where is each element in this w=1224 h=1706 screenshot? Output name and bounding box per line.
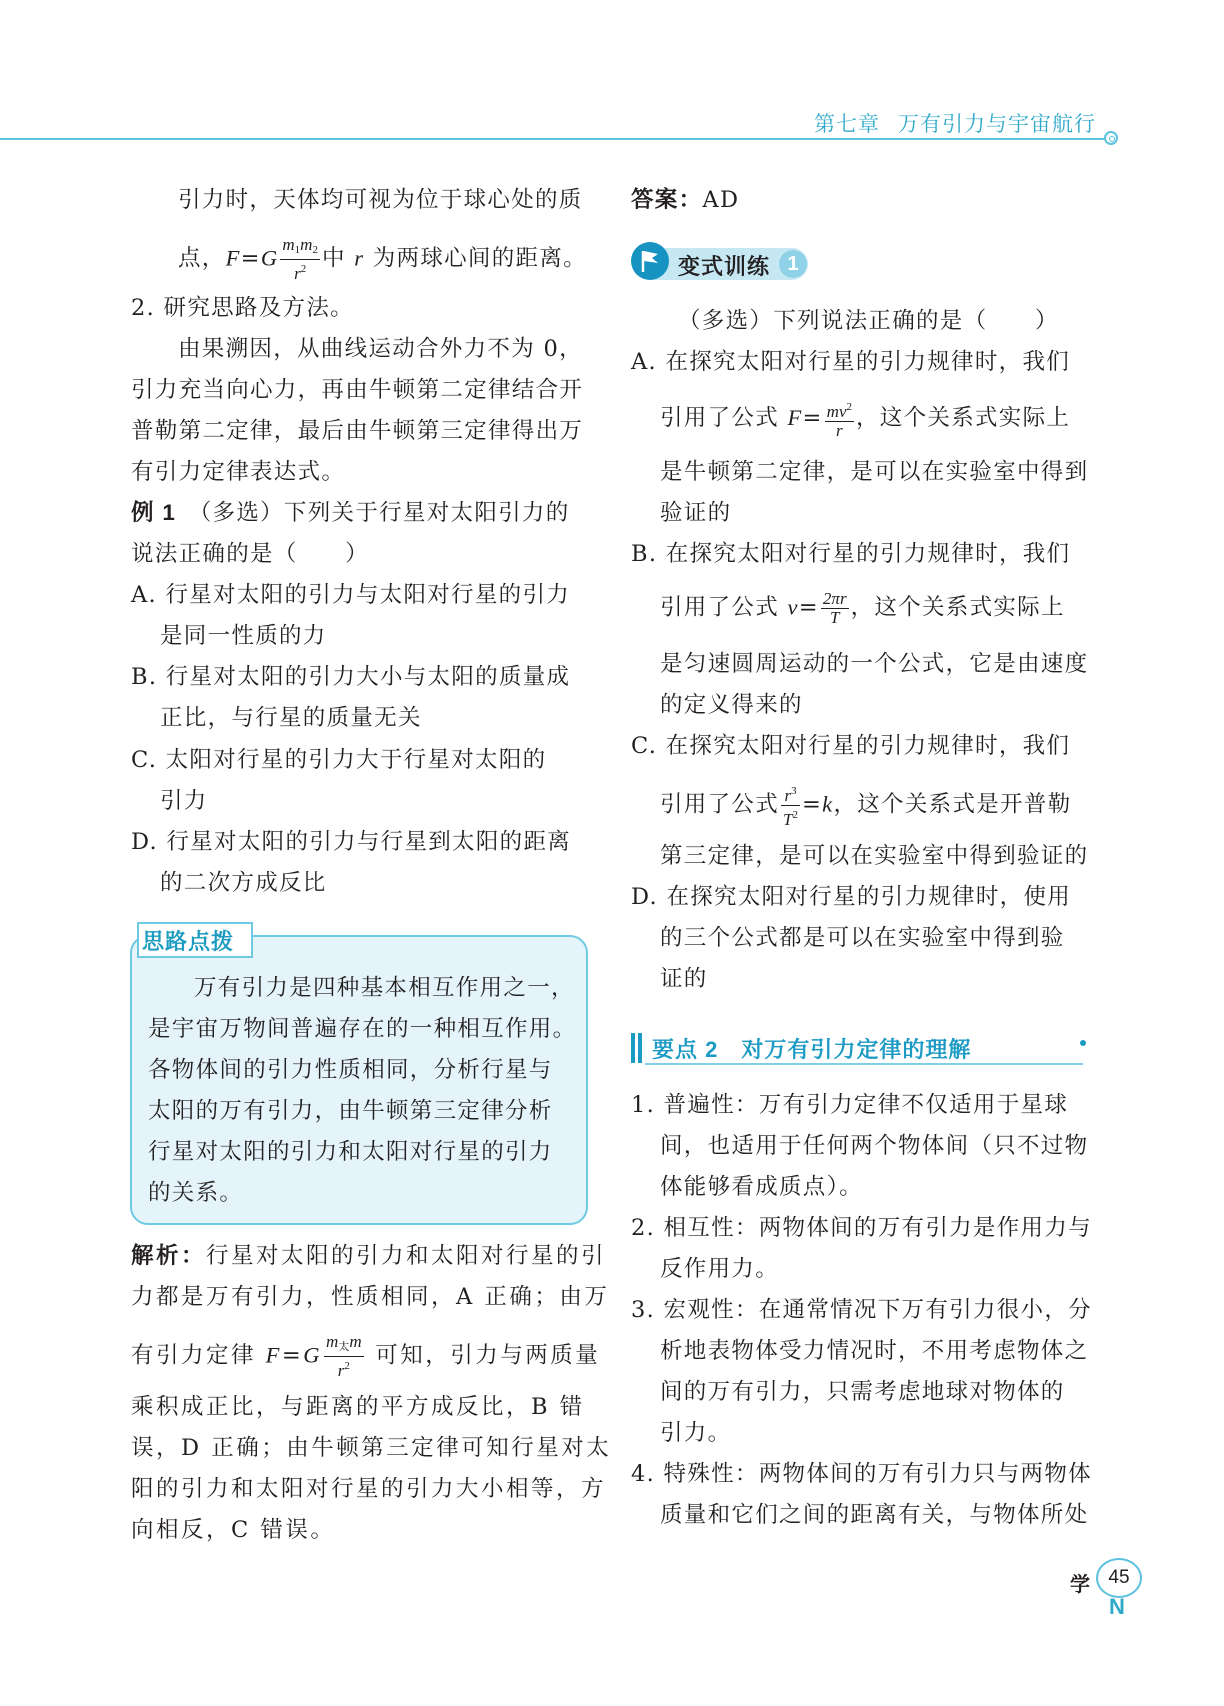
option-b-cont: 的定义得来的 — [660, 692, 803, 718]
point-3-cont: 引力。 — [660, 1420, 732, 1446]
variant-training-label: 变式训练 — [678, 254, 771, 279]
formula-fraction: $\frac{m_1m_2}{r^2}$ — [282, 235, 318, 283]
point-2: 2. 相互性：两物体间的万有引力是作用力与 — [631, 1215, 1092, 1241]
text-line: 说法正确的是（ ） — [131, 541, 370, 567]
footer-xue: 学 — [1070, 1574, 1090, 1596]
text-line: 引力充当向心力，再由牛顿第二定律结合开 — [131, 377, 584, 403]
key-point-underline — [645, 1063, 1083, 1065]
formula-fraction: $\frac{r^3}{T^2}$ — [781, 782, 800, 829]
thinking-text: 万有引力是四种基本相互作用之一， — [194, 975, 575, 1001]
point-3: 3. 宏观性：在通常情况下万有引力很小，分 — [631, 1297, 1092, 1323]
option-a-cont: 是同一性质的力 — [160, 623, 327, 649]
option-d: D. 在探究太阳对行星的引力规律时，使用 — [631, 884, 1072, 910]
thinking-tag-label: 思路点拨 — [142, 929, 235, 954]
thinking-text: 的关系。 — [148, 1180, 244, 1206]
formula-fraction: $\frac{mv^2}{r}$ — [825, 398, 854, 440]
option-b: B. 在探究太阳对行星的引力规律时，我们 — [631, 541, 1071, 567]
example-question: 例 1 （多选）下列关于行星对太阳引力的 — [131, 500, 570, 526]
answer-line — [631, 185, 739, 215]
variant-training-number: 1 — [779, 250, 807, 278]
option-b-formula: 引用了公式 v= $\frac{2\pi r}{T}$ ，这个关系式实际上 — [660, 589, 1065, 627]
analysis-line: 乘积成正比，与距离的平方成反比，B 错 — [131, 1394, 585, 1420]
option-a-cont: 是牛顿第二定律，是可以在实验室中得到 — [660, 459, 1089, 485]
point-3-cont: 间的万有引力，只需考虑地球对物体的 — [660, 1379, 1065, 1405]
analysis-line: 向相反，C 错误。 — [131, 1517, 336, 1543]
option-c-cont: 引力 — [160, 788, 208, 814]
analysis-line-formula: 有引力定律 F=G $\frac{m_太m}{r^2}$ 可知，引力与两质量 — [131, 1332, 601, 1380]
text-line: 由果溯因，从曲线运动合外力不为 0， — [178, 336, 583, 362]
text-line: 2. 研究思路及方法。 — [131, 295, 354, 321]
example-label: 例 1 — [131, 500, 177, 525]
answer-label: 答案： — [631, 187, 703, 212]
option-c-cont: 第三定律，是可以在实验室中得到验证的 — [660, 843, 1089, 869]
option-c: C. 太阳对行星的引力大于行星对太阳的 — [131, 747, 547, 773]
footer-logo: N — [1109, 1594, 1125, 1619]
flag-icon — [631, 242, 669, 280]
point-1: 1. 普遍性：万有引力定律不仅适用于星球 — [631, 1092, 1069, 1118]
header-rule — [0, 138, 1106, 140]
option-a: A. 在探究太阳对行星的引力规律时，我们 — [631, 349, 1071, 375]
text-line: 有引力定律表达式。 — [131, 459, 346, 485]
thinking-text: 各物体间的引力性质相同，分析行星与 — [148, 1057, 553, 1083]
point-1-cont: 间，也适用于任何两个物体间（只不过物 — [660, 1133, 1089, 1159]
point-3-cont: 析地表物体受力情况时，不用考虑物体之 — [660, 1338, 1089, 1364]
option-a-cont: 验证的 — [660, 500, 732, 526]
key-point-bar — [631, 1033, 635, 1063]
chapter-number: 第七章 — [814, 113, 880, 136]
chapter-header — [814, 108, 1096, 138]
text-line: 引力时，天体均可视为位于球心处的质 — [178, 187, 583, 213]
question-text: （多选）下列说法正确的是（ ） — [678, 308, 1059, 334]
point-1-cont: 体能够看成质点）。 — [660, 1174, 863, 1200]
text-line: 普勒第二定律，最后由牛顿第三定律得出万 — [131, 418, 584, 444]
chapter-title: 万有引力与宇宙航行 — [898, 113, 1096, 136]
point-4: 4. 特殊性：两物体间的万有引力只与两物体 — [631, 1461, 1092, 1487]
answer-value: AD — [702, 187, 740, 213]
analysis-label: 解析： — [131, 1243, 207, 1268]
formula-fraction: $\frac{m_太m}{r^2}$ — [326, 1332, 362, 1380]
option-b-cont: 正比，与行星的质量无关 — [160, 705, 422, 731]
option-c-formula: 引用了公式 $\frac{r^3}{T^2}$ =k，这个关系式是开普勒 — [660, 782, 1071, 829]
analysis-line: 阳的引力和太阳对行星的引力大小相等，方 — [131, 1476, 607, 1502]
thinking-text: 是宇宙万物间普遍存在的一种相互作用。 — [148, 1016, 577, 1042]
text-line-formula: 点，F=G $\frac{m_1m_2}{r^2}$ 中 r 为两球心间的距离。 — [178, 235, 587, 283]
option-a-formula: 引用了公式 F= $\frac{mv^2}{r}$ ，这个关系式实际上 — [660, 398, 1070, 440]
point-4-cont: 质量和它们之间的距离有关，与物体所处 — [660, 1502, 1089, 1528]
formula-fraction: $\frac{2\pi r}{T}$ — [822, 589, 847, 627]
thinking-text: 太阳的万有引力，由牛顿第三定律分析 — [148, 1098, 553, 1124]
option-d-cont: 的二次方成反比 — [160, 870, 327, 896]
option-b: B. 行星对太阳的引力大小与太阳的质量成 — [131, 664, 571, 690]
key-point-heading: 要点 2 对万有引力定律的理解 — [652, 1037, 972, 1062]
option-c: C. 在探究太阳对行星的引力规律时，我们 — [631, 733, 1071, 759]
option-d-cont: 的三个公式都是可以在实验室中得到验 — [660, 925, 1065, 951]
page-number: 45 — [1096, 1558, 1142, 1598]
option-d: D. 行星对太阳的引力与行星到太阳的距离 — [131, 829, 572, 855]
option-b-cont: 是匀速圆周运动的一个公式，它是由速度 — [660, 651, 1089, 677]
thinking-text: 行星对太阳的引力和太阳对行星的引力 — [148, 1139, 553, 1165]
key-point-bar — [638, 1033, 642, 1063]
key-point-dot — [1080, 1040, 1086, 1046]
option-d-cont: 证的 — [660, 966, 708, 992]
analysis-line: 力都是万有引力，性质相同，A 正确；由万 — [131, 1284, 610, 1310]
analysis-line: 误，D 正确；由牛顿第三定律可知行星对太 — [131, 1435, 612, 1461]
header-ring-ornament — [1104, 131, 1118, 145]
analysis-line: 解析：行星对太阳的引力和太阳对行星的引 — [131, 1243, 607, 1269]
point-2-cont: 反作用力。 — [660, 1256, 780, 1282]
option-a: A. 行星对太阳的引力与太阳对行星的引力 — [131, 582, 571, 608]
